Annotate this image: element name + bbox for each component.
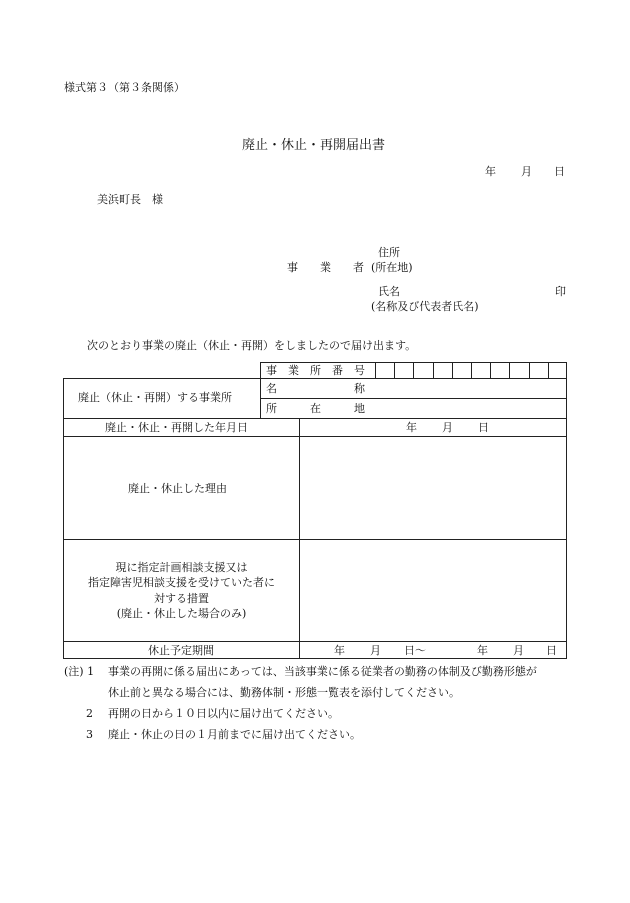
measures-label: 現に指定計画相談支援又は 指定障害児相談支援を受けていた者に 対する措置 (廃止・休止した場合のみ) [88,561,275,621]
office-number-boxes[interactable] [375,362,567,378]
period-end-year: 年 [477,644,488,657]
name-label: 氏名 [378,285,400,298]
intro-text: 次のとおり事業の廃止（休止・再開）をしましたので届け出ます。 [87,339,417,352]
notes [64,661,584,745]
note-item: 2 再開の日から１０日以内に届け出てください。 [64,707,339,720]
location-label: (所在地) [371,261,413,274]
header-date-month: 月 [521,165,532,178]
period-label: 休止予定期間 [148,644,214,657]
period-end-day: 日 [546,644,557,657]
note-item: (注) 1 事業の再開に係る届出にあっては、当該事業に係る従業者の勤務の体制及び勤務形態が [64,665,537,678]
date-row-day: 日 [478,421,489,434]
office-number-label: 事 業 所 番 号 [266,364,365,377]
office-name-label: 名 称 [266,382,365,395]
business-operator-label: 事 業 者 [287,261,364,274]
header-date-year: 年 [485,165,496,178]
period-start-year: 年 [334,644,345,657]
document-title: 廃止・休止・再開届出書 [242,138,386,153]
note-item: 3 廃止・休止の日の１月前までに届け出てください。 [64,728,361,741]
seal-mark: 印 [555,285,566,298]
date-row-month: 月 [442,421,453,434]
form-number: 様式第３（第３条関係） [64,81,185,94]
address-label: 住所 [378,246,400,259]
date-row-label: 廃止・休止・再開した年月日 [105,421,248,434]
header-date-day: 日 [554,165,565,178]
period-start-month: 月 [370,644,381,657]
name-note: (名称及び代表者氏名) [371,300,479,313]
office-section-label: 廃止（休止・再開）する事業所 [78,391,232,404]
date-row-year: 年 [406,421,417,434]
period-start-day: 日〜 [404,644,426,657]
note-item: 休止前と異なる場合には、勤務体制・形態一覧表を添付してください。 [108,686,460,699]
addressee: 美浜町長 様 [97,193,163,206]
period-end-month: 月 [513,644,524,657]
office-address-label: 所 在 地 [266,402,365,415]
reason-label: 廃止・休止した理由 [128,482,227,495]
